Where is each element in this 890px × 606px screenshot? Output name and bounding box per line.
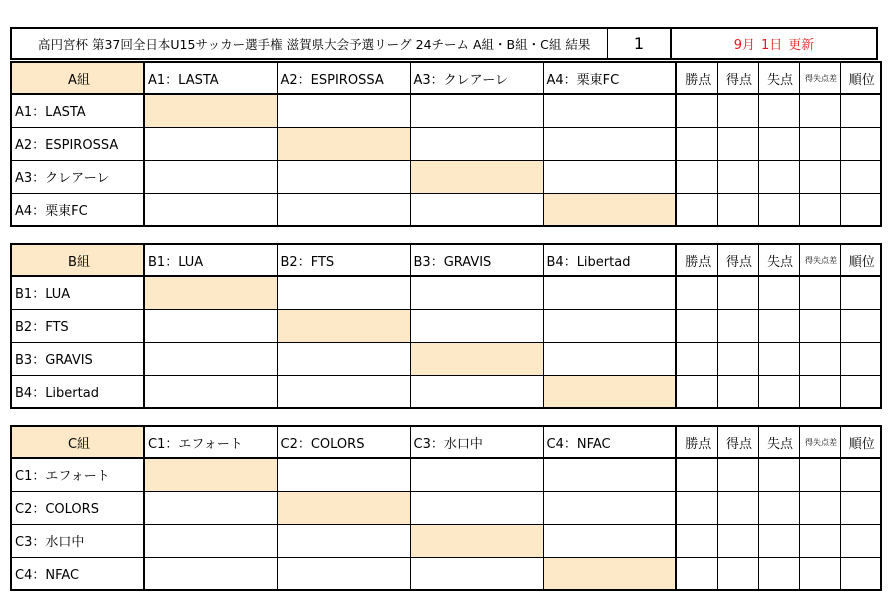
- group-table: [10, 425, 882, 591]
- match-result-cell: [144, 557, 277, 590]
- stat-cell: [799, 127, 840, 160]
- group-table: [10, 61, 882, 227]
- team-name: A4：栗東FC: [11, 193, 144, 226]
- self-match-cell: [410, 160, 543, 193]
- stat-cell: [840, 557, 881, 590]
- group-name: A組: [11, 62, 144, 94]
- stat-cell: [758, 309, 799, 342]
- match-result-cell: [410, 94, 543, 127]
- stat-cell: [758, 127, 799, 160]
- stat-cell: [758, 94, 799, 127]
- match-result-cell: [410, 193, 543, 226]
- team-name: B1：LUA: [11, 276, 144, 309]
- stat-cell: [840, 458, 881, 491]
- stat-cell: [840, 524, 881, 557]
- match-result-cell: [543, 160, 676, 193]
- stat-cell: [799, 193, 840, 226]
- self-match-cell: [543, 193, 676, 226]
- stat-cell: [717, 276, 758, 309]
- self-match-cell: [543, 557, 676, 590]
- stat-cell: [717, 342, 758, 375]
- stat-cell: [758, 160, 799, 193]
- stat-cell: [758, 276, 799, 309]
- stat-cell: [799, 160, 840, 193]
- team-name: C4：NFAC: [11, 557, 144, 590]
- match-result-cell: [410, 375, 543, 408]
- self-match-cell: [277, 127, 410, 160]
- stat-cell: [840, 94, 881, 127]
- opponent-column-label: C1：エフォート: [144, 426, 277, 458]
- match-result-cell: [144, 342, 277, 375]
- opponent-column-label: B1：LUA: [144, 244, 277, 276]
- group-table: [10, 243, 882, 409]
- match-result-cell: [410, 127, 543, 160]
- team-name: C1：エフォート: [11, 458, 144, 491]
- match-result-cell: [543, 491, 676, 524]
- stat-cell: [840, 342, 881, 375]
- match-result-cell: [543, 309, 676, 342]
- team-row: [11, 491, 881, 524]
- group-header-row: [11, 62, 881, 94]
- match-result-cell: [543, 94, 676, 127]
- stat-column-label: 順位: [840, 426, 881, 458]
- stat-cell: [799, 94, 840, 127]
- stat-column-label: 得点: [717, 244, 758, 276]
- match-result-cell: [144, 491, 277, 524]
- team-row: [11, 524, 881, 557]
- group-header-row: [11, 244, 881, 276]
- stat-cell: [840, 193, 881, 226]
- stat-cell: [799, 375, 840, 408]
- update-day: 1日: [760, 38, 783, 53]
- opponent-column-label: C2：COLORS: [277, 426, 410, 458]
- stat-cell: [676, 375, 717, 408]
- stat-cell: [799, 557, 840, 590]
- stat-column-label: 順位: [840, 62, 881, 94]
- match-result-cell: [277, 375, 410, 408]
- match-result-cell: [543, 524, 676, 557]
- stat-cell: [717, 491, 758, 524]
- stat-column-label: 得失点差: [799, 62, 840, 94]
- stat-cell: [758, 458, 799, 491]
- update-label: 更新: [788, 38, 815, 53]
- stat-column-label: 勝点: [676, 62, 717, 94]
- stat-column-label: 失点: [758, 62, 799, 94]
- stat-cell: [717, 309, 758, 342]
- opponent-column-label: A2：ESPIROSSA: [277, 62, 410, 94]
- stat-cell: [799, 276, 840, 309]
- match-result-cell: [543, 276, 676, 309]
- match-result-cell: [144, 193, 277, 226]
- team-row: [11, 160, 881, 193]
- match-result-cell: [410, 458, 543, 491]
- opponent-column-label: C4：NFAC: [543, 426, 676, 458]
- stat-cell: [676, 557, 717, 590]
- team-name: B2：FTS: [11, 309, 144, 342]
- opponent-column-label: A4：栗東FC: [543, 62, 676, 94]
- group-name: B組: [11, 244, 144, 276]
- match-result-cell: [410, 491, 543, 524]
- match-result-cell: [144, 160, 277, 193]
- team-name: C2：COLORS: [11, 491, 144, 524]
- stat-cell: [717, 524, 758, 557]
- stat-cell: [758, 524, 799, 557]
- opponent-column-label: B2：FTS: [277, 244, 410, 276]
- self-match-cell: [410, 342, 543, 375]
- stat-cell: [676, 491, 717, 524]
- stat-column-label: 順位: [840, 244, 881, 276]
- group-header-row: [11, 426, 881, 458]
- stat-column-label: 勝点: [676, 426, 717, 458]
- team-row: [11, 276, 881, 309]
- team-row: [11, 375, 881, 408]
- self-match-cell: [277, 491, 410, 524]
- self-match-cell: [144, 94, 277, 127]
- team-name: A3：クレアーレ: [11, 160, 144, 193]
- stat-cell: [676, 127, 717, 160]
- stat-column-label: 得点: [717, 426, 758, 458]
- stat-cell: [717, 127, 758, 160]
- team-row: [11, 94, 881, 127]
- match-result-cell: [144, 375, 277, 408]
- stat-cell: [717, 94, 758, 127]
- stat-cell: [840, 309, 881, 342]
- page-title: 高円宮杯 第37回全日本U15サッカー選手権 滋賀県大会予選リーグ 24チーム A組・B組・C組 結果: [12, 29, 608, 58]
- self-match-cell: [543, 375, 676, 408]
- self-match-cell: [277, 309, 410, 342]
- update-month: 9月: [733, 38, 755, 53]
- stat-cell: [717, 458, 758, 491]
- self-match-cell: [144, 458, 277, 491]
- stat-cell: [676, 193, 717, 226]
- stat-column-label: 得失点差: [799, 244, 840, 276]
- match-result-cell: [543, 127, 676, 160]
- team-name: B4：Libertad: [11, 375, 144, 408]
- match-result-cell: [543, 458, 676, 491]
- match-result-cell: [277, 458, 410, 491]
- stat-column-label: 失点: [758, 244, 799, 276]
- self-match-cell: [144, 276, 277, 309]
- opponent-column-label: B4：Libertad: [543, 244, 676, 276]
- stat-cell: [799, 309, 840, 342]
- group-name: C組: [11, 426, 144, 458]
- stat-cell: [676, 309, 717, 342]
- stat-cell: [840, 375, 881, 408]
- stat-cell: [676, 458, 717, 491]
- self-match-cell: [410, 524, 543, 557]
- team-row: [11, 127, 881, 160]
- stat-cell: [717, 193, 758, 226]
- match-result-cell: [277, 524, 410, 557]
- stat-column-label: 失点: [758, 426, 799, 458]
- match-result-cell: [277, 193, 410, 226]
- team-row: [11, 309, 881, 342]
- team-row: [11, 557, 881, 590]
- update-date: [672, 29, 876, 58]
- match-result-cell: [277, 276, 410, 309]
- stat-cell: [799, 524, 840, 557]
- page-number: 1: [608, 29, 672, 58]
- stat-cell: [799, 491, 840, 524]
- stat-cell: [676, 276, 717, 309]
- match-result-cell: [144, 524, 277, 557]
- stat-cell: [676, 94, 717, 127]
- stat-cell: [676, 160, 717, 193]
- match-result-cell: [277, 557, 410, 590]
- stat-cell: [758, 557, 799, 590]
- stat-cell: [717, 557, 758, 590]
- team-name: B3：GRAVIS: [11, 342, 144, 375]
- stat-cell: [758, 342, 799, 375]
- stat-cell: [676, 342, 717, 375]
- stat-cell: [840, 276, 881, 309]
- match-result-cell: [410, 276, 543, 309]
- opponent-column-label: A3：クレアーレ: [410, 62, 543, 94]
- stat-cell: [840, 127, 881, 160]
- stat-cell: [758, 193, 799, 226]
- match-result-cell: [277, 160, 410, 193]
- stat-cell: [717, 375, 758, 408]
- opponent-column-label: C3：水口中: [410, 426, 543, 458]
- match-result-cell: [543, 342, 676, 375]
- team-row: [11, 458, 881, 491]
- opponent-column-label: B3：GRAVIS: [410, 244, 543, 276]
- stat-column-label: 勝点: [676, 244, 717, 276]
- stat-cell: [717, 160, 758, 193]
- team-row: [11, 193, 881, 226]
- stat-cell: [758, 491, 799, 524]
- match-result-cell: [277, 342, 410, 375]
- stat-cell: [799, 458, 840, 491]
- stat-cell: [676, 524, 717, 557]
- match-result-cell: [144, 309, 277, 342]
- stat-column-label: 得失点差: [799, 426, 840, 458]
- match-result-cell: [410, 557, 543, 590]
- match-result-cell: [144, 127, 277, 160]
- stat-cell: [758, 375, 799, 408]
- team-name: A2：ESPIROSSA: [11, 127, 144, 160]
- match-result-cell: [277, 94, 410, 127]
- stat-cell: [799, 342, 840, 375]
- team-row: [11, 342, 881, 375]
- match-result-cell: [410, 309, 543, 342]
- team-name: A1：LASTA: [11, 94, 144, 127]
- stat-cell: [840, 491, 881, 524]
- team-name: C3：水口中: [11, 524, 144, 557]
- opponent-column-label: A1：LASTA: [144, 62, 277, 94]
- stat-cell: [840, 160, 881, 193]
- results-header: [10, 27, 878, 60]
- stat-column-label: 得点: [717, 62, 758, 94]
